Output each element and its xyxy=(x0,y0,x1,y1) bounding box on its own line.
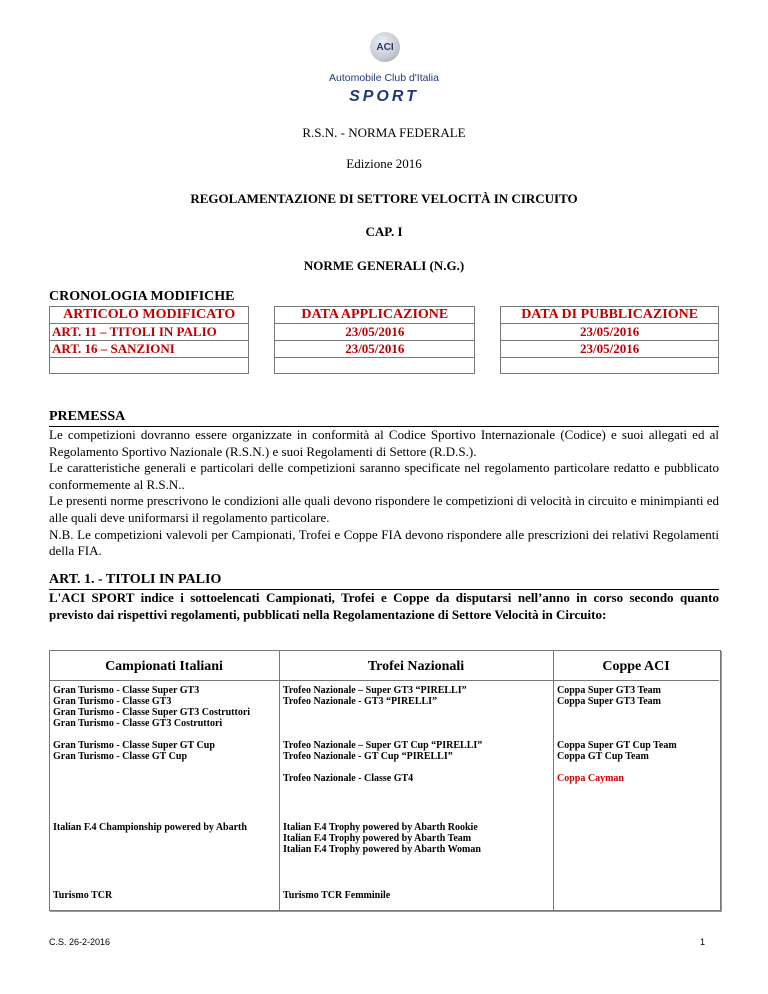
table-divider xyxy=(553,650,554,910)
page-number: 1 xyxy=(700,937,706,947)
trofeo-item: Trofeo Nazionale - GT Cup “PIRELLI” xyxy=(283,751,453,762)
coppa-item: Coppa Super GT3 Team xyxy=(557,696,662,707)
trofei-group xyxy=(283,685,467,707)
cronologia-header-row xyxy=(50,307,719,324)
coppa-item: Coppa GT Cup Team xyxy=(557,751,649,762)
trofeo-item: Trofeo Nazionale - Classe GT4 xyxy=(283,773,414,784)
cronologia-row xyxy=(50,341,719,358)
header-cap: CAP. I xyxy=(365,224,403,239)
coppa-item: Coppa Super GT3 Team xyxy=(557,685,662,696)
premessa-paragraph: Le caratteristiche generali e particolari delle competizioni saranno specificate nel regolamento particolare redatto e pubblicato conformemente al R.S.N.. xyxy=(49,460,719,492)
coppe-group xyxy=(557,773,624,784)
trofei-group xyxy=(283,773,413,784)
cronologia-cell: 23/05/2016 xyxy=(275,341,475,358)
trofei-group xyxy=(283,890,390,901)
trofeo-item: Italian F.4 Trophy powered by Abarth Woman xyxy=(283,844,481,855)
coppa-item-highlight: Coppa Cayman xyxy=(557,773,624,784)
trofeo-item: Trofeo Nazionale – Super GT3 “PIRELLI” xyxy=(283,685,467,696)
premessa-paragraph: Le presenti norme prescrivono le condizioni alle quali devono rispondere le competizioni di velocità in circuito e minimpianti ed alle quali deve uniformarsi il regolamento particolare. xyxy=(49,493,720,525)
campionati-group xyxy=(53,890,112,901)
cronologia-cell: 23/05/2016 xyxy=(501,341,719,358)
trofei-group xyxy=(283,740,482,762)
col-header-trofei: Trofei Nazionali xyxy=(367,659,465,674)
campionati-group xyxy=(53,740,215,762)
logo-sport: SPORT xyxy=(349,88,419,105)
campionato-item: Gran Turismo - Classe Super GT3 Costruttori xyxy=(53,707,251,718)
premessa-title: PREMESSA xyxy=(49,409,719,427)
header-regolamentazione: REGOLAMENTAZIONE DI SETTORE VELOCITÀ IN CIRCUITO xyxy=(190,191,578,206)
campionato-item: Gran Turismo - Classe GT3 xyxy=(53,696,172,707)
premessa-text xyxy=(49,427,719,560)
cronologia-cell: 23/05/2016 xyxy=(275,324,475,341)
trofeo-item: Italian F.4 Trophy powered by Abarth Rookie xyxy=(283,822,478,833)
col-header-coppe: Coppe ACI xyxy=(602,659,670,674)
cronologia-header: ARTICOLO MODIFICATO xyxy=(50,307,249,324)
cronologia-cell: ART. 16 – SANZIONI xyxy=(50,341,249,358)
campionato-item: Gran Turismo - Classe Super GT Cup xyxy=(53,740,215,751)
campionato-item: Gran Turismo - Classe Super GT3 xyxy=(53,685,200,696)
campionati-group xyxy=(53,822,247,833)
table-divider xyxy=(279,650,280,910)
cronologia-cell: 23/05/2016 xyxy=(501,324,719,341)
campionato-item: Gran Turismo - Classe GT Cup xyxy=(53,751,188,762)
trofeo-item: Italian F.4 Trophy powered by Abarth Team xyxy=(283,833,472,844)
campionato-item: Turismo TCR xyxy=(53,890,113,901)
cronologia-row xyxy=(50,324,719,341)
premessa-paragraph: Le competizioni dovranno essere organizzate in conformità al Codice Sportivo Internazionale (Codice) e suoi allegati ed al Regolamento Sportivo Nazionale (R.S.N.) e suoi Regolamenti di Settore (R.D.S.). xyxy=(49,427,719,459)
cronologia-cell: ART. 11 – TITOLI IN PALIO xyxy=(50,324,249,341)
campionato-item: Gran Turismo - Classe GT3 Costruttori xyxy=(53,718,223,729)
art1-title: ART. 1. - TITOLI IN PALIO xyxy=(49,572,719,590)
premessa-paragraph: N.B. Le competizioni valevoli per Campionati, Trofei e Coppe FIA devono rispondere alle prescrizioni dei relativi Regolamenti della FIA. xyxy=(49,526,719,559)
art1-intro xyxy=(49,590,719,623)
trofeo-item: Trofeo Nazionale – Super GT Cup “PIRELLI” xyxy=(283,740,483,751)
logo-mark-text: ACI xyxy=(376,41,394,53)
aci-emblem-icon xyxy=(370,32,400,62)
coppe-group xyxy=(557,740,677,762)
trofeo-item: Turismo TCR Femminile xyxy=(283,890,391,901)
table-header-rule xyxy=(49,680,719,681)
footer-date: C.S. 26-2-2016 xyxy=(49,937,111,947)
header-norma: R.S.N. - NORMA FEDERALE xyxy=(302,125,466,140)
header-norme-generali: NORME GENERALI (N.G.) xyxy=(303,258,465,273)
logo-text: Automobile Club d'Italia xyxy=(329,72,439,84)
trofeo-item: Trofeo Nazionale - GT3 “PIRELLI” xyxy=(283,696,438,707)
campionato-item: Italian F.4 Championship powered by Abarth xyxy=(53,822,247,833)
cronologia-title: CRONOLOGIA MODIFICHE xyxy=(49,289,235,304)
cronologia-header: DATA DI PUBBLICAZIONE xyxy=(501,307,719,324)
cronologia-row-empty xyxy=(50,358,719,374)
cronologia-table xyxy=(49,306,719,374)
coppa-item: Coppa Super GT Cup Team xyxy=(557,740,677,751)
aci-sport-logo xyxy=(328,32,440,106)
cronologia-header: DATA APPLICAZIONE xyxy=(275,307,475,324)
art1-intro-text: L'ACI SPORT indice i sottoelencati Campionati, Trofei e Coppe da disputarsi nell’anno in corso secondo quanto previsto dai rispettivi regolamenti, pubblicati nella Regolamentazione di Settore Velocità in Circuito: xyxy=(49,590,719,622)
col-header-campionati: Campionati Italiani xyxy=(105,659,223,674)
header-edizione: Edizione 2016 xyxy=(346,156,422,171)
trofei-group xyxy=(283,822,481,855)
campionati-group xyxy=(53,685,250,729)
coppe-group xyxy=(557,685,661,707)
